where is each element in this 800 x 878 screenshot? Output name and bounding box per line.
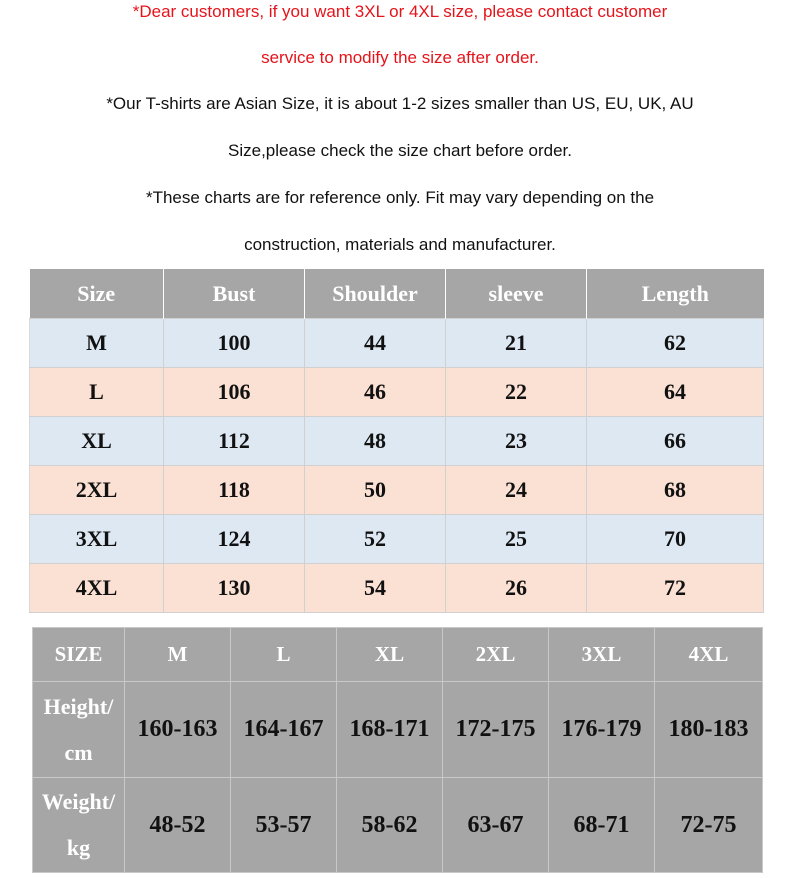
weight-cell: 58-62 bbox=[337, 778, 443, 873]
notice-line-4: Size,please check the size chart before order. bbox=[228, 141, 572, 160]
size-cell: 3XL bbox=[30, 515, 164, 564]
height-row bbox=[33, 682, 763, 778]
size-cell: M bbox=[30, 319, 164, 368]
shoulder-cell: 50 bbox=[305, 466, 446, 515]
table-row bbox=[30, 466, 764, 515]
fit-header-xl: XL bbox=[337, 628, 443, 682]
fit-header-3xl: 3XL bbox=[549, 628, 655, 682]
header-bust: Bust bbox=[164, 269, 305, 319]
shoulder-cell: 52 bbox=[305, 515, 446, 564]
weight-cell: 63-67 bbox=[443, 778, 549, 873]
weight-row bbox=[33, 778, 763, 873]
weight-cell: 68-71 bbox=[549, 778, 655, 873]
fit-header-2xl: 2XL bbox=[443, 628, 549, 682]
size-cell: 2XL bbox=[30, 466, 164, 515]
size-measurement-table bbox=[29, 269, 764, 613]
sleeve-cell: 24 bbox=[446, 466, 587, 515]
weight-label-line-2: kg bbox=[66, 835, 91, 860]
height-cell: 176-179 bbox=[549, 682, 655, 778]
fit-header-l: L bbox=[231, 628, 337, 682]
fit-header-4xl: 4XL bbox=[655, 628, 763, 682]
table-row bbox=[30, 564, 764, 613]
length-cell: 70 bbox=[587, 515, 764, 564]
height-label bbox=[33, 682, 125, 778]
height-label-line-2: cm bbox=[64, 739, 93, 765]
bust-cell: 106 bbox=[164, 368, 305, 417]
size-cell: XL bbox=[30, 417, 164, 466]
size-cell: L bbox=[30, 368, 164, 417]
bust-cell: 100 bbox=[164, 319, 305, 368]
size-cell: 4XL bbox=[30, 564, 164, 613]
bust-cell: 112 bbox=[164, 417, 305, 466]
length-cell: 64 bbox=[587, 368, 764, 417]
notice-line-6: construction, materials and manufacturer. bbox=[244, 235, 556, 254]
table-row bbox=[30, 368, 764, 417]
table-row bbox=[30, 515, 764, 564]
header-length: Length bbox=[587, 269, 764, 319]
fit-header-row bbox=[33, 628, 763, 682]
height-cell: 168-171 bbox=[337, 682, 443, 778]
height-label-line-1: Height/ bbox=[43, 693, 114, 719]
table-row bbox=[30, 417, 764, 466]
notice-line-5: *These charts are for reference only. Fit may vary depending on the bbox=[145, 188, 655, 207]
header-shoulder: Shoulder bbox=[305, 269, 446, 319]
length-cell: 62 bbox=[587, 319, 764, 368]
table-header-row bbox=[30, 269, 764, 319]
height-cell: 160-163 bbox=[125, 682, 231, 778]
sleeve-cell: 22 bbox=[446, 368, 587, 417]
fit-header-size: SIZE bbox=[33, 628, 125, 682]
weight-cell: 48-52 bbox=[125, 778, 231, 873]
sleeve-cell: 23 bbox=[446, 417, 587, 466]
table-row bbox=[30, 319, 764, 368]
bust-cell: 130 bbox=[164, 564, 305, 613]
height-cell: 164-167 bbox=[231, 682, 337, 778]
length-cell: 72 bbox=[587, 564, 764, 613]
notice-line-2: service to modify the size after order. bbox=[261, 48, 539, 67]
weight-label-line-1: Weight/ bbox=[41, 789, 116, 814]
header-size: Size bbox=[30, 269, 164, 319]
shoulder-cell: 48 bbox=[305, 417, 446, 466]
height-cell: 172-175 bbox=[443, 682, 549, 778]
sleeve-cell: 21 bbox=[446, 319, 587, 368]
bust-cell: 118 bbox=[164, 466, 305, 515]
fit-header-m: M bbox=[125, 628, 231, 682]
sleeve-cell: 25 bbox=[446, 515, 587, 564]
weight-label bbox=[33, 778, 125, 873]
length-cell: 66 bbox=[587, 417, 764, 466]
weight-cell: 53-57 bbox=[231, 778, 337, 873]
height-cell: 180-183 bbox=[655, 682, 763, 778]
notice-line-1: *Dear customers, if you want 3XL or 4XL size, please contact customer bbox=[132, 2, 668, 21]
bust-cell: 124 bbox=[164, 515, 305, 564]
sleeve-cell: 26 bbox=[446, 564, 587, 613]
header-sleeve: sleeve bbox=[446, 269, 587, 319]
length-cell: 68 bbox=[587, 466, 764, 515]
notice-line-3: *Our T-shirts are Asian Size, it is about 1-2 sizes smaller than US, EU, UK, AU bbox=[106, 94, 694, 113]
height-weight-fit-table bbox=[32, 627, 763, 873]
shoulder-cell: 46 bbox=[305, 368, 446, 417]
shoulder-cell: 44 bbox=[305, 319, 446, 368]
weight-cell: 72-75 bbox=[655, 778, 763, 873]
shoulder-cell: 54 bbox=[305, 564, 446, 613]
